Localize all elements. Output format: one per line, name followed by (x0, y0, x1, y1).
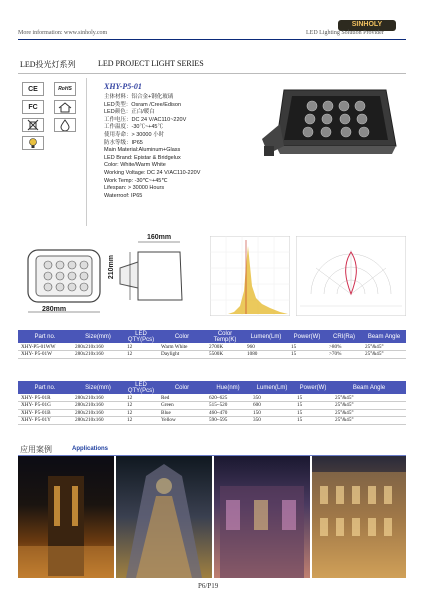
drop-icon (54, 118, 76, 132)
rohs-mark: RoHS (54, 82, 76, 96)
table-row (18, 351, 406, 359)
table-cell: 15 (294, 394, 332, 402)
bin-icon (22, 118, 44, 132)
dim-width-label: 160mm (147, 234, 172, 241)
more-info-text: More information: www.sinholy.com (18, 30, 108, 36)
table-header-row (18, 381, 406, 394)
table-cell: Red (158, 394, 206, 402)
table-cell: 280x210x160 (72, 351, 124, 359)
dim-length-label: 280mm (42, 306, 67, 313)
table-cell: 12 (124, 402, 158, 410)
table-cell: 350 (250, 417, 294, 425)
title-cn: LED投光灯系列 (20, 60, 76, 69)
table-cell: 25°&45° (362, 351, 406, 359)
col-header: Part no. (18, 330, 72, 343)
ce-mark: CE (22, 82, 44, 96)
table-row (18, 402, 406, 410)
table-row (18, 394, 406, 402)
applications-title-en: Applications (72, 446, 109, 452)
table-cell: 2700K (206, 343, 244, 351)
table-cell: 25°&45° (332, 394, 406, 402)
page-number: P6/P19 (198, 582, 219, 590)
table-cell: Yellow (158, 417, 206, 425)
brand-logo: SINHOLY (338, 20, 396, 31)
table-cell: XHY- P5-01W (18, 351, 72, 359)
table-cell: 350 (250, 394, 294, 402)
table-cell: 12 (124, 394, 158, 402)
table-cell: 600 (250, 402, 294, 410)
spec-line: Waterroof: IP65 (104, 192, 143, 199)
table-cell: Warm White (158, 343, 206, 351)
table-cell: XHY- P5-01B (18, 409, 72, 417)
spec-table-white (18, 330, 406, 359)
spec-line: 工作温度：-30℃~+45℃ (104, 124, 163, 131)
spec-line: 主体材料：铝合金+钢化玻璃 (104, 94, 174, 100)
table-row (18, 343, 406, 351)
table-cell: XHY- P5-01G (18, 402, 72, 410)
table-cell: 280x210x160 (72, 394, 124, 402)
tagline-text: LED Lighting Solution Provider (306, 30, 384, 36)
spec-line: LED类型：Osram /Cree/Edison (104, 101, 182, 108)
table-cell: XHY- P5-01R (18, 394, 72, 402)
spec-line: Working Voltage: DC 24 V/AC110-220V (104, 169, 201, 176)
table-cell: 12 (124, 409, 158, 417)
table-cell: XHY-P5-01WW (18, 343, 72, 351)
col-header: Lumen(Lm) (250, 381, 294, 394)
spec-line: Lifespan: > 30000 Hours (104, 185, 165, 192)
table-cell: 15 (294, 409, 332, 417)
table-cell: >80% (326, 343, 362, 351)
table-cell: 12 (124, 343, 158, 351)
col-header: Size(mm) (72, 330, 124, 343)
table-cell: 1080 (244, 351, 288, 359)
applications-title-cn: 应用案例 (20, 445, 52, 454)
table-cell: 150 (250, 409, 294, 417)
spec-line: Color: White/Warm White (104, 162, 166, 169)
product-image (262, 84, 402, 174)
table-cell: Blue (158, 409, 206, 417)
table-cell: 280x210x160 (72, 409, 124, 417)
table-cell: 15 (288, 351, 326, 359)
table-cell: 515~520 (206, 402, 250, 410)
table-cell: 460~470 (206, 409, 250, 417)
application-photo-4 (312, 456, 406, 578)
table-header-row (18, 330, 406, 343)
col-header: Beam Angle (362, 330, 406, 343)
spectrum-chart (210, 236, 290, 316)
bulb-icon (22, 136, 44, 150)
table-cell: 12 (124, 351, 158, 359)
application-photo-2 (116, 456, 212, 578)
fc-mark: FC (22, 100, 44, 114)
col-header: LED QTY(Pcs) (124, 330, 158, 343)
col-header: Lumen(Lm) (244, 330, 288, 343)
table-cell: 5500K (206, 351, 244, 359)
table-cell: 15 (288, 343, 326, 351)
house-icon (54, 100, 76, 114)
table-cell: >70% (326, 351, 362, 359)
col-header: Size(mm) (72, 381, 124, 394)
spec-line: Main Material:Aluminum+Glass (104, 147, 181, 154)
dim-height-label: 210mm (108, 255, 115, 280)
spec-line: Work Temp: -30℃~+45℃ (104, 177, 168, 184)
table-cell: 12 (124, 417, 158, 425)
table-cell: 960 (244, 343, 288, 351)
title-en: LED PROJECT LIGHT SERIES (98, 59, 204, 68)
header-rule (18, 39, 406, 40)
title-rule (18, 73, 406, 74)
spec-table-color (18, 381, 406, 425)
col-header: CRI(Ra) (326, 330, 362, 343)
spec-line: LED颜色：正白/暖白 (104, 109, 155, 116)
cert-divider (86, 78, 87, 226)
table-cell: 25°&45° (332, 409, 406, 417)
spec-block (104, 94, 254, 200)
cert-panel (22, 82, 82, 150)
table-cell: 280x210x160 (72, 402, 124, 410)
table-cell: 620~625 (206, 394, 250, 402)
polar-chart (296, 236, 406, 316)
col-header: LED QTY(Pcs) (124, 381, 158, 394)
table-cell: 590~595 (206, 417, 250, 425)
table-cell: 25°&45° (332, 417, 406, 425)
spec-line: 防水等级：IP65 (104, 139, 143, 146)
table-cell: 280x210x160 (72, 343, 124, 351)
application-photo-3 (214, 456, 310, 578)
application-photo-1 (18, 456, 114, 578)
col-header: Part no. (18, 381, 72, 394)
col-header: Beam Angle (332, 381, 406, 394)
spec-line: 工作电压：DC 24 V/AC110~220V (104, 116, 187, 123)
spec-line: LED Brand: Epistar & Bridgelux (104, 154, 181, 161)
table-row (18, 409, 406, 417)
table-cell: 15 (294, 417, 332, 425)
col-header: Power(W) (294, 381, 332, 394)
table-cell: Green (158, 402, 206, 410)
table-cell: 25°&45° (332, 402, 406, 410)
table-cell: Daylight (158, 351, 206, 359)
col-header: Power(W) (288, 330, 326, 343)
spec-line: 使用寿命：> 30000 小时 (104, 131, 165, 138)
table-cell: 25°&45° (362, 343, 406, 351)
col-header: Color (158, 381, 206, 394)
table-cell: 15 (294, 402, 332, 410)
col-header: Color (158, 330, 206, 343)
model-number: XHY-P5-01 (104, 82, 142, 91)
col-header: Color Temp(K) (206, 330, 244, 343)
table-cell: 280x210x160 (72, 417, 124, 425)
table-row (18, 417, 406, 425)
col-header: Hue(nm) (206, 381, 250, 394)
table-cell: XHY- P5-01Y (18, 417, 72, 425)
